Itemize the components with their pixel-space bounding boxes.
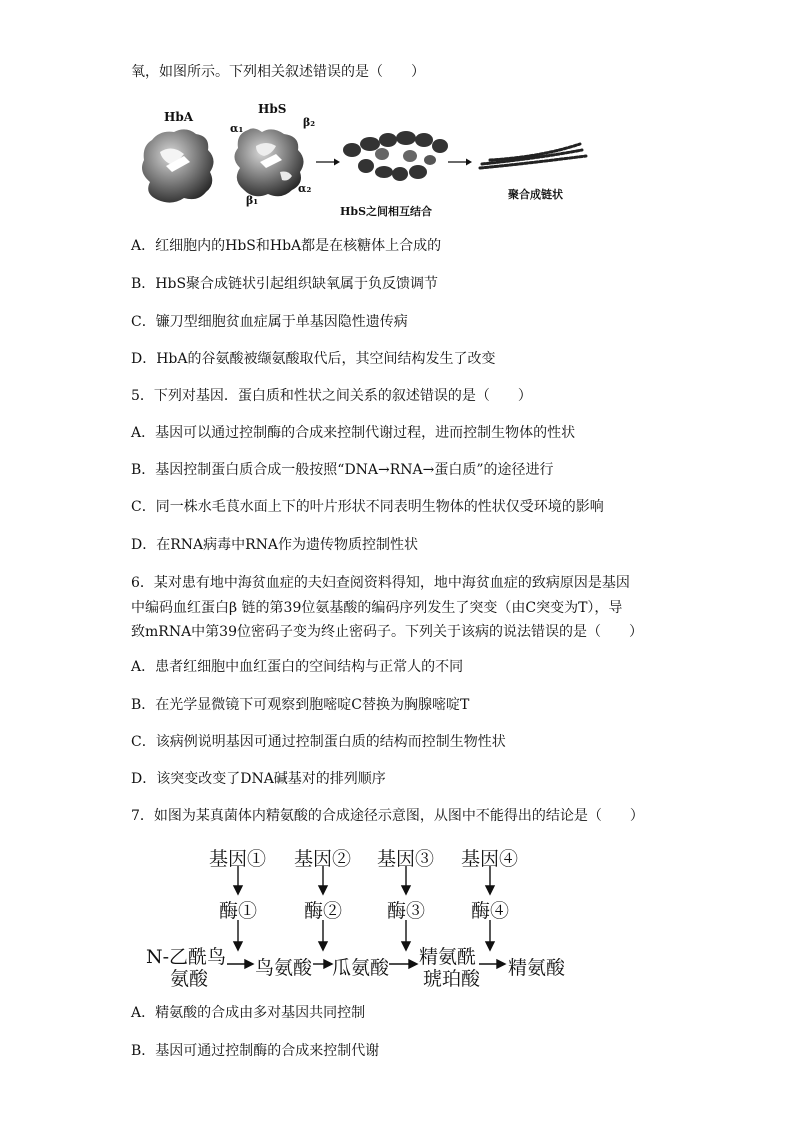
- gene-3-label: 基因③: [377, 848, 435, 870]
- option-b: B．基因控制蛋白质合成一般按照“DNA→RNA→蛋白质”的途径进行: [131, 462, 554, 478]
- option-d: D．在RNA病毒中RNA作为遗传物质控制性状: [131, 537, 419, 553]
- arginine-pathway-figure: [130, 840, 590, 990]
- hbs-label: HbS: [258, 102, 287, 116]
- option-b: B．在光学显微镜下可观察到胞嘧啶C替换为胸腺嘧啶T: [131, 697, 470, 713]
- enzyme-3-label: 酶③: [387, 900, 426, 922]
- question-6-stem-line3: 致mRNA中第39位密码子变为终止密码子。下列关于该病的说法错误的是（ ）: [131, 624, 643, 640]
- enzyme-2-label: 酶②: [304, 900, 343, 922]
- hba-label: HbA: [164, 110, 194, 124]
- compound-n-acetylornithine-line2: 氨酸: [170, 968, 209, 990]
- option-a: A．患者红细胞中血红蛋白的空间结构与正常人的不同: [131, 659, 464, 675]
- gene-2-label: 基因②: [294, 848, 352, 870]
- hbs-molecule-icon: [234, 128, 303, 196]
- question-6-stem: 6．某对患有地中海贫血症的夫妇查阅资料得知，地中海贫血症的致病原因是基因: [131, 575, 630, 591]
- option-d: D．HbA的谷氨酸被缬氨酸取代后，其空间结构发生了改变: [131, 351, 496, 367]
- compound-n-acetylornithine-line1: N-乙酰鸟: [146, 946, 227, 968]
- option-a: A．精氨酸的合成由多对基因共同控制: [131, 1005, 366, 1021]
- question-6-stem-line2: 中编码血红蛋白β 链的第39位氨基酸的编码序列发生了突变（由C突变为T），导: [131, 600, 623, 616]
- gene-4-label: 基因④: [461, 848, 519, 870]
- arrow-right-icon: [316, 159, 340, 166]
- compound-ornithine: 鸟氨酸: [255, 957, 313, 979]
- compound-citrulline: 瓜氨酸: [332, 957, 390, 979]
- option-a: A．基因可以通过控制酶的合成来控制代谢过程，进而控制生物体的性状: [131, 425, 576, 441]
- gene-1-label: 基因①: [209, 848, 267, 870]
- hbs-aggregate-icon: [343, 131, 448, 181]
- question-5-stem: 5．下列对基因．蛋白质和性状之间关系的叙述错误的是（ ）: [131, 388, 532, 404]
- beta2-label: β₂: [303, 116, 316, 129]
- option-c: C．该病例说明基因可通过控制蛋白质的结构而控制生物性状: [131, 734, 506, 750]
- compound-argininosuccinate-line1: 精氨酰: [419, 946, 477, 968]
- question-stem-continuation: 氧，如图所示。下列相关叙述错误的是（ ）: [131, 64, 425, 80]
- option-b: B．基因可通过控制酶的合成来控制代谢: [131, 1043, 380, 1059]
- beta1-label: β₁: [246, 194, 259, 207]
- option-d: D．该突变改变了DNA碱基对的排列顺序: [131, 771, 386, 787]
- enzyme-1-label: 酶①: [219, 900, 258, 922]
- arrow-right-icon: [448, 159, 472, 166]
- compound-argininosuccinate-line2: 琥珀酸: [423, 968, 481, 990]
- enzyme-4-label: 酶④: [471, 900, 510, 922]
- option-c: C．镰刀型细胞贫血症属于单基因隐性遗传病: [131, 314, 408, 330]
- alpha2-label: α₂: [298, 182, 312, 195]
- compound-arginine: 精氨酸: [508, 957, 566, 979]
- hbs-binding-caption: HbS之间相互结合: [340, 205, 433, 218]
- question-7-stem: 7．如图为某真菌体内精氨酸的合成途径示意图，从图中不能得出的结论是（ ）: [131, 808, 644, 824]
- alpha1-label: α₁: [230, 122, 244, 135]
- option-c: C．同一株水毛茛水面上下的叶片形状不同表明生物体的性状仅受环境的影响: [131, 499, 604, 515]
- option-b: B．HbS聚合成链状引起组织缺氧属于负反馈调节: [131, 276, 439, 292]
- polymer-chain-icon: [480, 144, 586, 168]
- option-a: A．红细胞内的HbS和HbA都是在核糖体上合成的: [131, 238, 442, 254]
- chain-polymer-caption: 聚合成链状: [508, 188, 563, 201]
- hba-molecule-icon: [142, 129, 214, 202]
- hemoglobin-figure: [130, 100, 600, 222]
